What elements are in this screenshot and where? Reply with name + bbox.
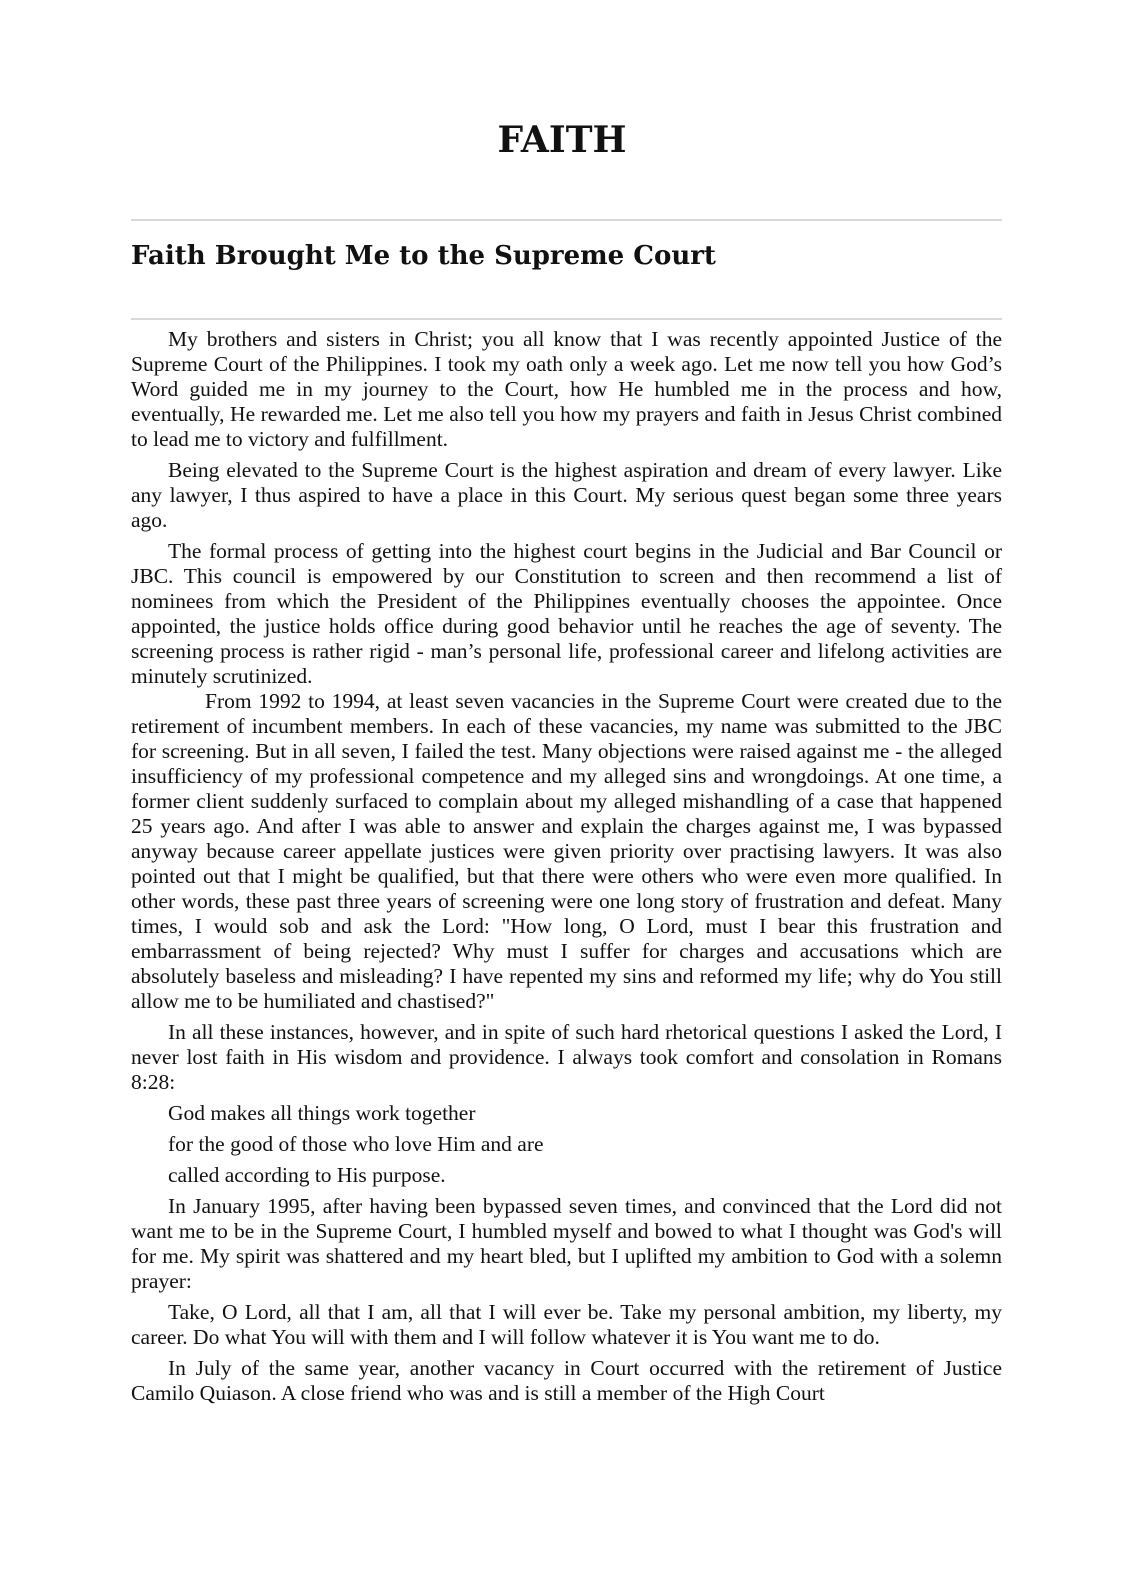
paragraph: Being elevated to the Supreme Court is the highest aspiration and dream of every lawyer. Like any lawyer, I thus aspired to have a place in this Court. My serious quest began some three years ago.	[131, 458, 1002, 532]
verse-line: for the good of those who love Him and are	[168, 1132, 544, 1156]
paragraph: In July of the same year, another vacancy in Court occurred with the retirement of Justice Camilo Quiason. A close friend who was and is still a member of the High Court	[131, 1356, 1002, 1405]
paragraph: From 1992 to 1994, at least seven vacancies in the Supreme Court were created due to the retirement of incumbent members. In each of these vacancies, my name was submitted to the JBC for screening. But in all seven, I failed the test. Many objections were raised against me - the alleged insufficiency of my professional competence and my alleged sins and wrongdoings. At one time, a former client suddenly surfaced to complain about my alleged mishandling of a case that happened 25 years ago. And after I was able to answer and explain the charges against me, I was bypassed anyway because career appellate justices were given priority over practising lawyers. It was also pointed out that I might be qualified, but that there were others who were even more qualified. In other words, these past three years of screening were one long story of frustration and defeat. Many times, I would sob and ask the Lord: "How long, O Lord, must I bear this frustration and embarrassment of being rejected? Why must I suffer for charges and accusations which are absolutely baseless and misleading? I have repented my sins and reformed my life; why do You still allow me to be humiliated and chastised?"	[131, 689, 1002, 1013]
prayer-quote: Take, O Lord, all that I am, all that I will ever be. Take my personal ambition, my liberty, my career. Do what You will with them and I will follow whatever it is You want me to do.	[131, 1300, 1002, 1349]
chapter-title: FAITH	[497, 119, 627, 161]
article-body	[131, 327, 1002, 1412]
verse-line: God makes all things work together	[168, 1101, 476, 1125]
divider-top	[131, 219, 1002, 221]
section-title: Faith Brought Me to the Supreme Court	[131, 241, 716, 271]
paragraph: The formal process of getting into the highest court begins in the Judicial and Bar Council or JBC. This council is empowered by our Constitution to screen and then recommend a list of nominees from which the President of the Philippines eventually chooses the appointee. Once appointed, the justice holds office during good behavior until he reaches the age of seventy. The screening process is rather rigid - man’s personal life, professional career and lifelong activities are minutely scrutinized.	[131, 539, 1002, 688]
divider-bottom	[131, 318, 1002, 320]
paragraph: In January 1995, after having been bypassed seven times, and convinced that the Lord did not want me to be in the Supreme Court, I humbled myself and bowed to what I thought was God's will for me. My spirit was shattered and my heart bled, but I uplifted my ambition to God with a solemn prayer:	[131, 1194, 1002, 1293]
paragraph: My brothers and sisters in Christ; you all know that I was recently appointed Justice of the Supreme Court of the Philippines. I took my oath only a week ago. Let me now tell you how God’s Word guided me in my journey to the Court, how He humbled me in the process and how, eventually, He rewarded me. Let me also tell you how my prayers and faith in Jesus Christ combined to lead me to victory and fulfillment.	[131, 327, 1002, 451]
paragraph: In all these instances, however, and in spite of such hard rhetorical questions I asked the Lord, I never lost faith in His wisdom and providence. I always took comfort and consolation in Romans 8:28:	[131, 1020, 1002, 1094]
verse-line: called according to His purpose.	[168, 1163, 446, 1187]
